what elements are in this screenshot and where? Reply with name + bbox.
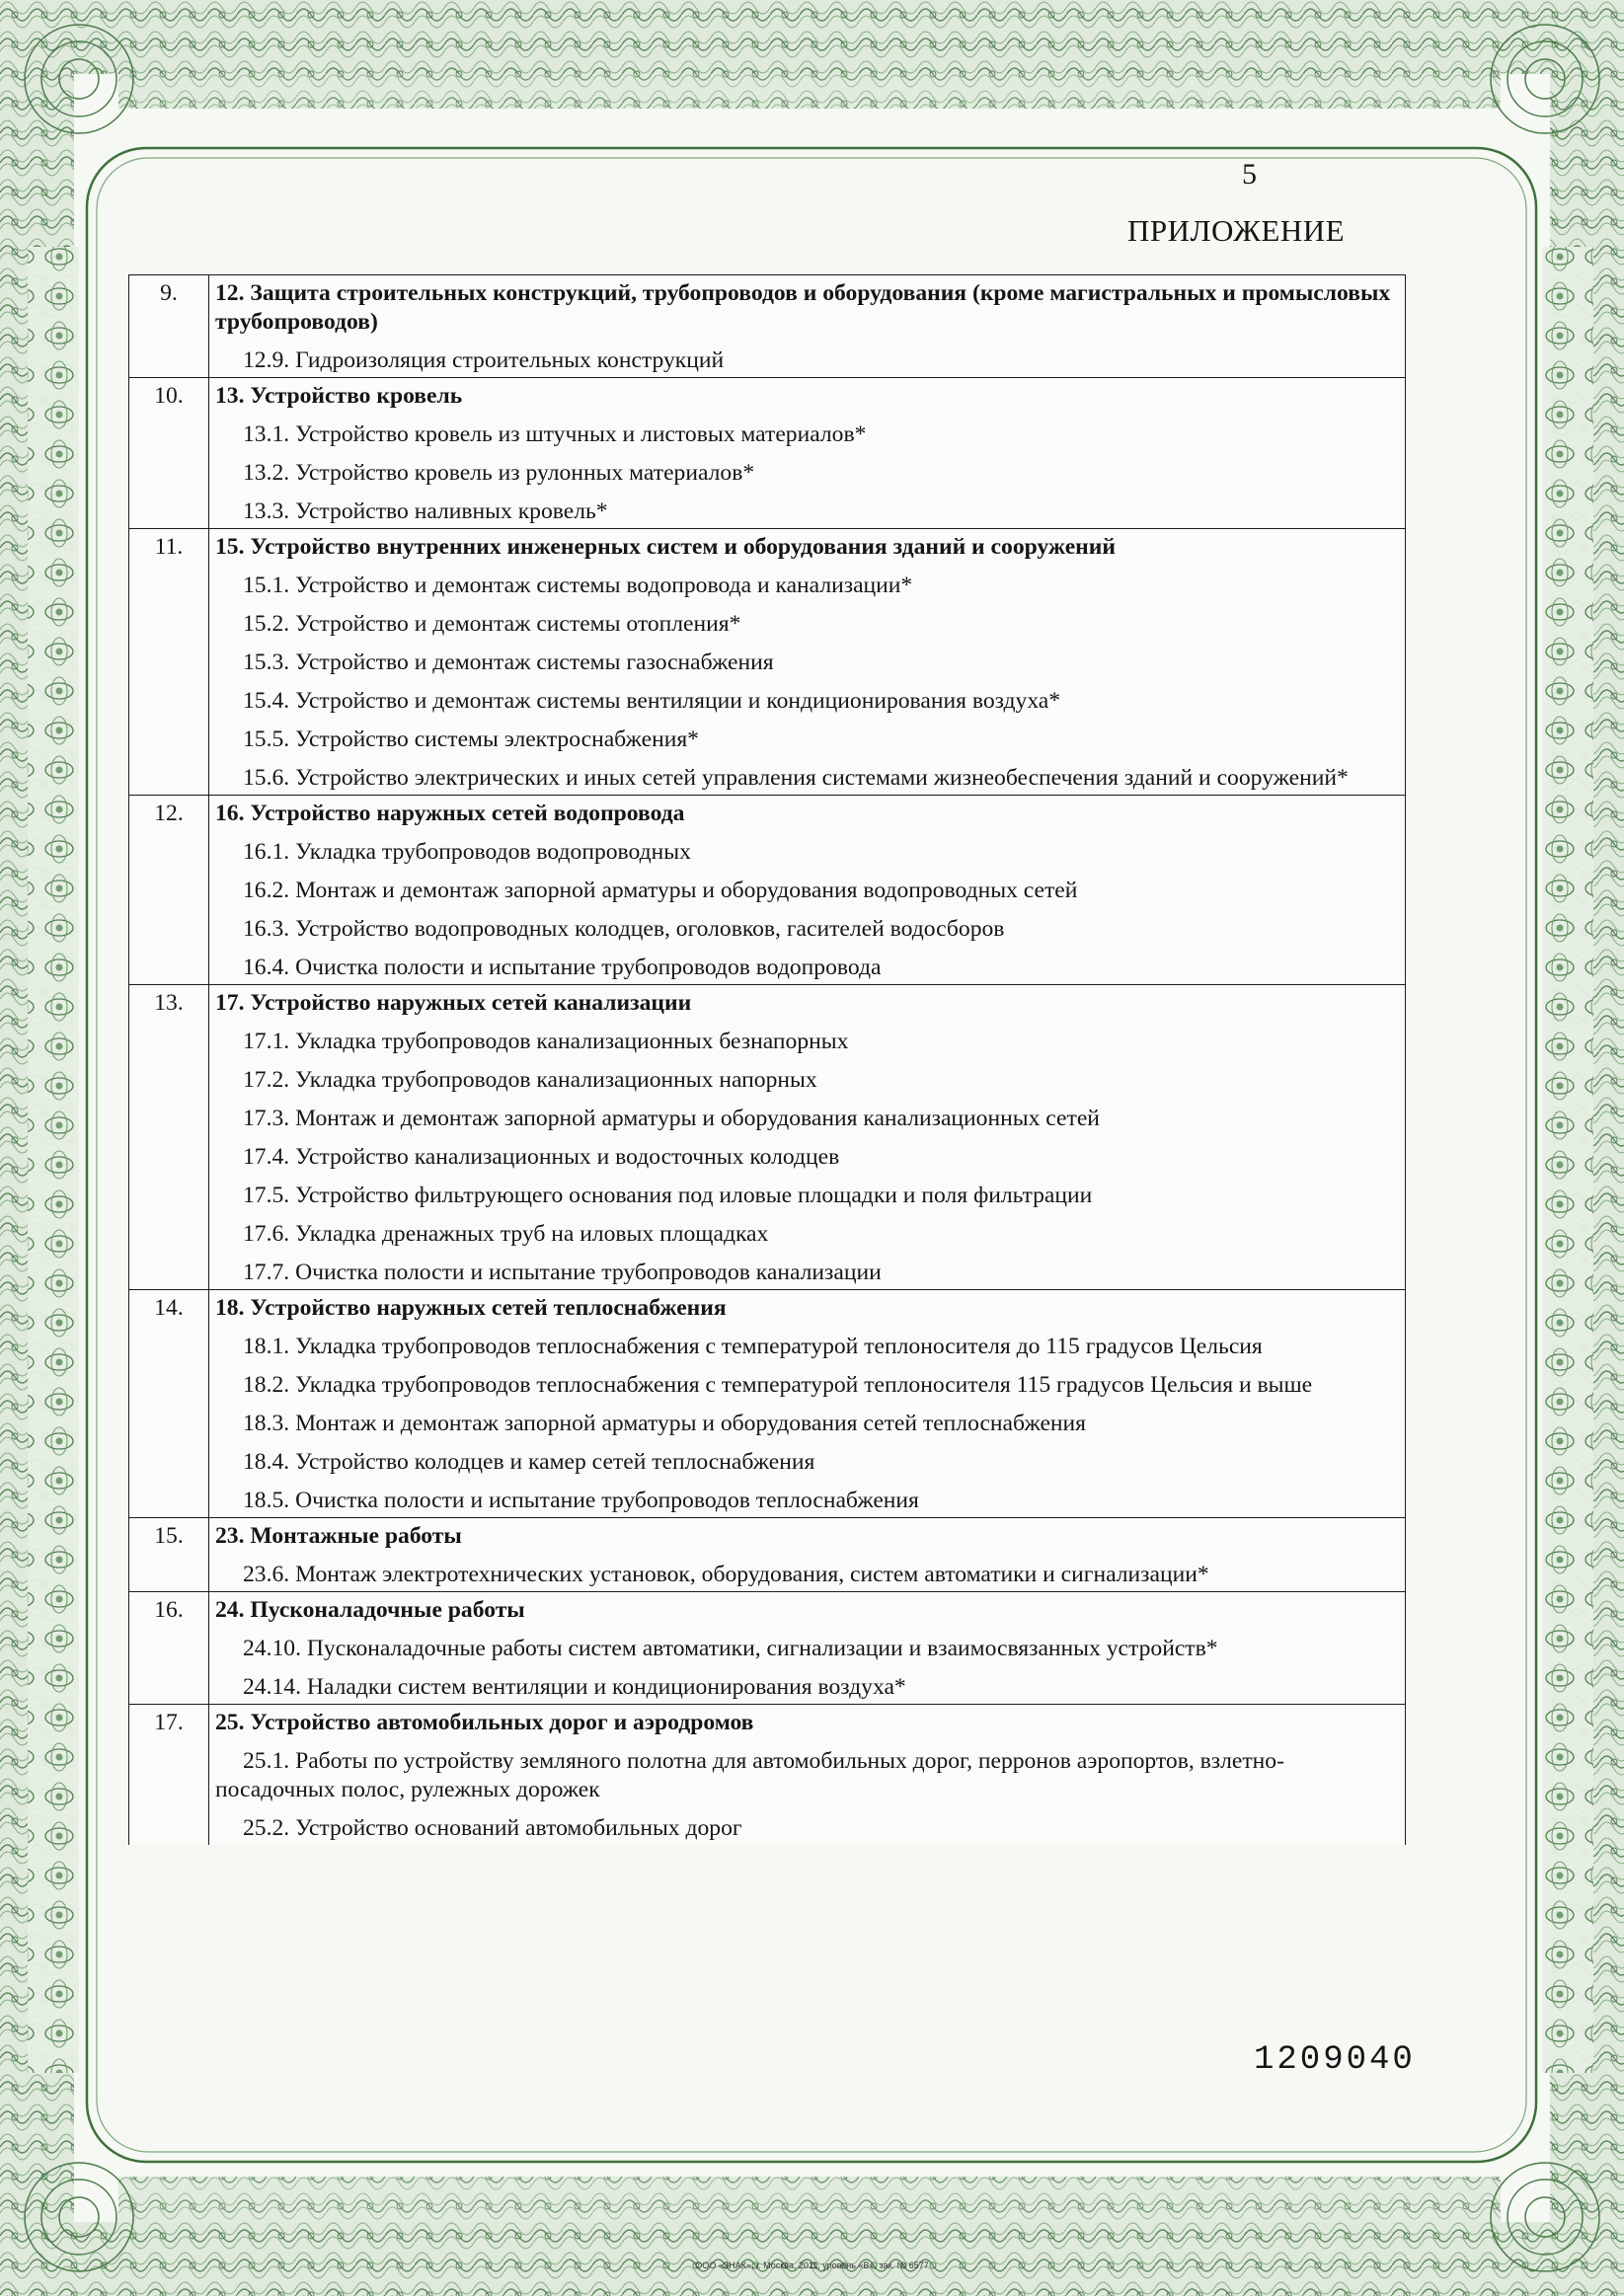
work-item: 17.1. Укладка трубопроводов канализационных безнапорных: [243, 1029, 849, 1054]
work-item: 18.3. Монтаж и демонтаж запорной арматуры и оборудования сетей теплоснабжения: [243, 1411, 1087, 1436]
row-number: 16.: [129, 1592, 209, 1705]
work-item: 18.4. Устройство колодцев и камер сетей теплоснабжения: [243, 1449, 815, 1475]
work-item: 13.1. Устройство кровель из штучных и листовых материалов*: [243, 421, 867, 447]
work-item: 16.1. Укладка трубопроводов водопроводных: [243, 839, 691, 865]
work-types-table: [128, 274, 1406, 1845]
work-item: 17.6. Укладка дренажных труб на иловых площадках: [243, 1221, 769, 1247]
row-content: [209, 275, 1406, 378]
work-item: 15.5. Устройство системы электроснабжения*: [243, 727, 699, 752]
row-number: 17.: [129, 1705, 209, 1846]
table-row: [129, 1592, 1406, 1705]
work-item: 15.2. Устройство и демонтаж системы отопления*: [243, 611, 741, 637]
table-row: [129, 1290, 1406, 1518]
row-number: 12.: [129, 796, 209, 985]
work-item: 23.6. Монтаж электротехнических установок, оборудования, систем автоматики и сигнализации*: [243, 1562, 1209, 1587]
row-number: 9.: [129, 275, 209, 378]
group-title: 16. Устройство наружных сетей водопровода: [215, 801, 685, 826]
row-content: [209, 1705, 1406, 1846]
serial-number: 1209040: [1254, 2041, 1416, 2079]
printer-imprint: ООО «ЗНАК», г. Москва, 2011, уровень «В», зак. № 6577: [695, 2260, 929, 2270]
work-item: 18.5. Очистка полости и испытание трубопроводов теплоснабжения: [243, 1488, 919, 1513]
row-number: 10.: [129, 378, 209, 529]
table-row: [129, 985, 1406, 1290]
work-item: 16.3. Устройство водопроводных колодцев, оголовков, гасителей водосборов: [243, 916, 1005, 942]
work-item: 16.4. Очистка полости и испытание трубопроводов водопровода: [243, 955, 882, 980]
row-number: 11.: [129, 529, 209, 796]
work-item: 18.1. Укладка трубопроводов теплоснабжения с температурой теплоносителя до 115 градусов Цельсия: [243, 1334, 1263, 1359]
row-content: [209, 796, 1406, 985]
group-title: 25. Устройство автомобильных дорог и аэродромов: [215, 1710, 754, 1735]
row-content: [209, 1290, 1406, 1518]
table-row: [129, 275, 1406, 378]
work-item: 16.2. Монтаж и демонтаж запорной арматуры и оборудования водопроводных сетей: [243, 878, 1078, 903]
group-title: 17. Устройство наружных сетей канализации: [215, 990, 692, 1016]
group-title: 23. Монтажные работы: [215, 1523, 462, 1549]
work-item: 15.1. Устройство и демонтаж системы водопровода и канализации*: [243, 573, 913, 598]
work-item: 25.2. Устройство оснований автомобильных дорог: [243, 1815, 742, 1841]
group-title: 12. Защита строительных конструкций, трубопроводов и оборудования (кроме магистральных и промысловых трубопроводов): [215, 280, 1391, 335]
work-item: 17.4. Устройство канализационных и водосточных колодцев: [243, 1144, 840, 1170]
appendix-title: ПРИЛОЖЕНИЕ: [1127, 213, 1346, 248]
work-item: 15.6. Устройство электрических и иных сетей управления системами жизнеобеспечения зданий и сооружений*: [243, 765, 1349, 791]
group-title: 24. Пусконаладочные работы: [215, 1597, 525, 1623]
work-item: 13.2. Устройство кровель из рулонных материалов*: [243, 460, 755, 486]
row-number: 13.: [129, 985, 209, 1290]
row-content: [209, 529, 1406, 796]
work-item: 12.9. Гидроизоляция строительных конструкций: [243, 347, 725, 373]
table-row: [129, 1518, 1406, 1592]
work-item: 15.4. Устройство и демонтаж системы вентиляции и кондиционирования воздуха*: [243, 688, 1061, 714]
row-content: [209, 1592, 1406, 1705]
row-content: [209, 1518, 1406, 1592]
work-item: 18.2. Укладка трубопроводов теплоснабжения с температурой теплоносителя 115 градусов Цельсия и выше: [243, 1372, 1313, 1398]
work-item: 13.3. Устройство наливных кровель*: [243, 498, 608, 524]
table-row: [129, 1705, 1406, 1846]
work-item: 24.14. Наладки систем вентиляции и кондиционирования воздуха*: [243, 1674, 906, 1700]
work-item: 24.10. Пусконаладочные работы систем автоматики, сигнализации и взаимосвязанных устройств*: [243, 1636, 1218, 1661]
row-content: [209, 985, 1406, 1290]
table-row: [129, 378, 1406, 529]
row-content: [209, 378, 1406, 529]
table-row: [129, 796, 1406, 985]
work-item: 15.3. Устройство и демонтаж системы газоснабжения: [243, 650, 774, 675]
row-number: 15.: [129, 1518, 209, 1592]
row-number: 14.: [129, 1290, 209, 1518]
work-item: 25.1. Работы по устройству земляного полотна для автомобильных дорог, перронов аэропортов, взлетно-посадочных полос, рулежных дорожек: [215, 1748, 1284, 1802]
work-item: 17.7. Очистка полости и испытание трубопроводов канализации: [243, 1260, 882, 1285]
page-number: 5: [1242, 158, 1257, 191]
work-item: 17.3. Монтаж и демонтаж запорной арматуры и оборудования канализационных сетей: [243, 1106, 1100, 1131]
group-title: 18. Устройство наружных сетей теплоснабжения: [215, 1295, 727, 1321]
work-item: 17.5. Устройство фильтрующего основания под иловые площадки и поля фильтрации: [243, 1183, 1093, 1208]
group-title: 15. Устройство внутренних инженерных систем и оборудования зданий и сооружений: [215, 534, 1116, 560]
table-row: [129, 529, 1406, 796]
group-title: 13. Устройство кровель: [215, 383, 463, 409]
work-item: 17.2. Укладка трубопроводов канализационных напорных: [243, 1067, 817, 1093]
